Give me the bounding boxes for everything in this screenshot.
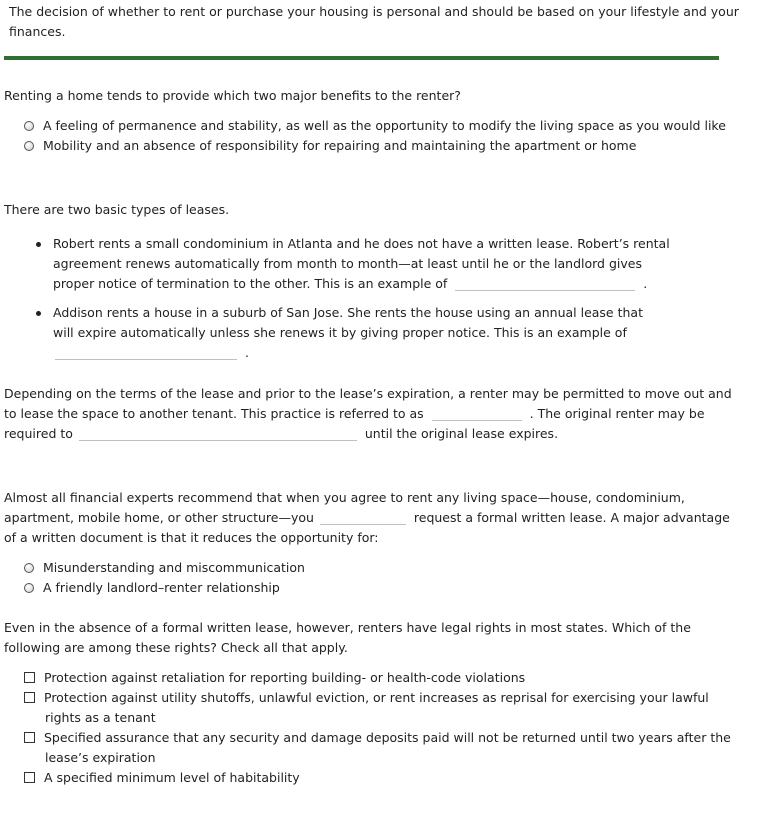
rights-option-3-continued: lease’s expiration [45,750,156,765]
sublet-line-3: required to until the original lease expires. [4,426,559,441]
sublet-term-dropdown[interactable] [432,406,522,421]
rights-option-3[interactable] [24,728,731,748]
q1-option-1-label: A feeling of permanence and stability, as well as the opportunity to modify the living space as you would like [43,118,726,133]
written-lease-paragraph [4,488,730,548]
q1-option-2-label: Mobility and an absence of responsibility for repairing and maintaining the apartment or home [43,138,637,153]
sublet-line-1: Depending on the terms of the lease and prior to the lease’s expiration, a renter may be permitted to move out and [4,386,732,401]
rights-option-2-continued: rights as a tenant [45,710,156,725]
bullet-2-text [53,303,643,363]
bullet-icon [36,311,41,316]
q1-prompt: Renting a home tends to provide which two major benefits to the renter? [4,88,461,103]
q-written-option-1-label: Misunderstanding and miscommunication [43,560,305,575]
bullet-1-text [53,234,670,294]
rights-option-4[interactable] [24,768,300,788]
rights-option-2[interactable] [24,688,709,708]
bullet-2-line-3: . [53,343,643,363]
intro-text [9,2,739,42]
sublet-line-2: to lease the space to another tenant. This practice is referred to as . The original renter may be [4,406,705,421]
q-written-option-1[interactable] [24,558,305,578]
lease-type-dropdown-1[interactable] [455,276,635,291]
rights-line-2: following are among these rights? Check all that apply. [4,640,348,655]
lease-type-dropdown-2[interactable] [55,345,237,360]
intro-line-2: finances. [9,24,66,39]
q1-option-2[interactable] [24,136,636,156]
rights-line-1: Even in the absence of a formal written lease, however, renters have legal rights in most states. Which of the [4,620,691,635]
radio-button[interactable] [24,583,34,593]
sublet-paragraph [4,384,732,444]
recommendation-dropdown[interactable] [320,510,406,525]
rights-option-4-label: A specified minimum level of habitability [44,770,300,785]
radio-button[interactable] [24,141,34,151]
rights-option-1[interactable] [24,668,525,688]
rights-paragraph [4,618,691,658]
bullet-2-line-2: will expire automatically unless she renews it by giving proper notice. This is an example of [53,325,627,340]
bullet-2-line-1: Addison rents a house in a suburb of San Jose. She rents the house using an annual lease that [53,305,643,320]
checkbox[interactable] [24,732,35,743]
bullet-1-line-2: agreement renews automatically from month to month—at least until he or the landlord gives [53,256,642,271]
bullet-icon [36,242,41,247]
section-divider [4,56,719,60]
radio-button[interactable] [24,121,34,131]
rights-option-3-label: Specified assurance that any security and damage deposits paid will not be returned until two years after the [44,730,731,745]
written-line-1: Almost all financial experts recommend that when you agree to rent any living space—house, condominium, [4,490,685,505]
bullet-1-line-3: proper notice of termination to the other. This is an example of . [53,276,648,291]
checkbox[interactable] [24,692,35,703]
q1-option-1[interactable] [24,116,726,136]
intro-line-1: The decision of whether to rent or purchase your housing is personal and should be based on your lifestyle and your [9,4,739,19]
rights-option-2-label: Protection against utility shutoffs, unlawful eviction, or rent increases as reprisal for exercising your lawful [44,690,709,705]
bullet-1-line-1: Robert rents a small condominium in Atlanta and he does not have a written lease. Robert’s rental [53,236,670,251]
q-written-option-2-label: A friendly landlord–renter relationship [43,580,280,595]
leases-heading: There are two basic types of leases. [4,202,230,217]
checkbox[interactable] [24,772,35,783]
radio-button[interactable] [24,563,34,573]
q-written-option-2[interactable] [24,578,280,598]
rights-option-1-label: Protection against retaliation for reporting building- or health-code violations [44,670,526,685]
written-line-2: apartment, mobile home, or other structure—you request a formal written lease. A major advantage [4,510,730,525]
written-line-3: of a written document is that it reduces the opportunity for: [4,530,379,545]
renter-obligation-dropdown[interactable] [79,426,357,441]
checkbox[interactable] [24,672,35,683]
